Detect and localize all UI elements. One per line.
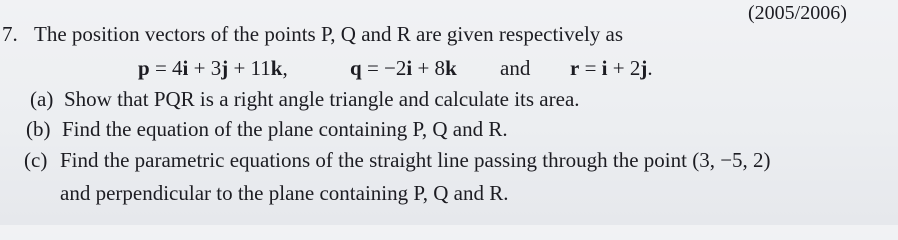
position-vectors: [138, 56, 653, 81]
question-number: 7.: [2, 22, 18, 46]
part-b-label: (b): [26, 117, 51, 141]
part-b-text: Find the equation of the plane containing P, Q and R.: [62, 117, 508, 141]
part-a-text: Show that PQR is a right angle triangle and calculate its area.: [64, 87, 580, 111]
exam-year: (2005/2006): [748, 2, 847, 24]
question-part-b: [26, 117, 508, 142]
part-a-label: (a): [30, 87, 54, 111]
question-part-c: [24, 148, 771, 173]
question-part-a: [30, 87, 580, 112]
question-stem-line: [2, 22, 623, 47]
part-c-text: Find the parametric equations of the straight line passing through the point (3, −5, 2): [60, 148, 771, 172]
part-c-label: (c): [24, 148, 48, 172]
question-stem: The position vectors of the points P, Q and R are given respectively as: [34, 22, 624, 46]
vector-q: q = −2i + 8k: [350, 56, 457, 80]
vector-conjunction: and: [500, 56, 531, 80]
vector-r: r = i + 2j.: [570, 56, 653, 80]
question-part-c-continuation: and perpendicular to the plane containing P, Q and R.: [60, 181, 509, 205]
vector-p: p = 4i + 3j + 11k,: [138, 56, 288, 80]
